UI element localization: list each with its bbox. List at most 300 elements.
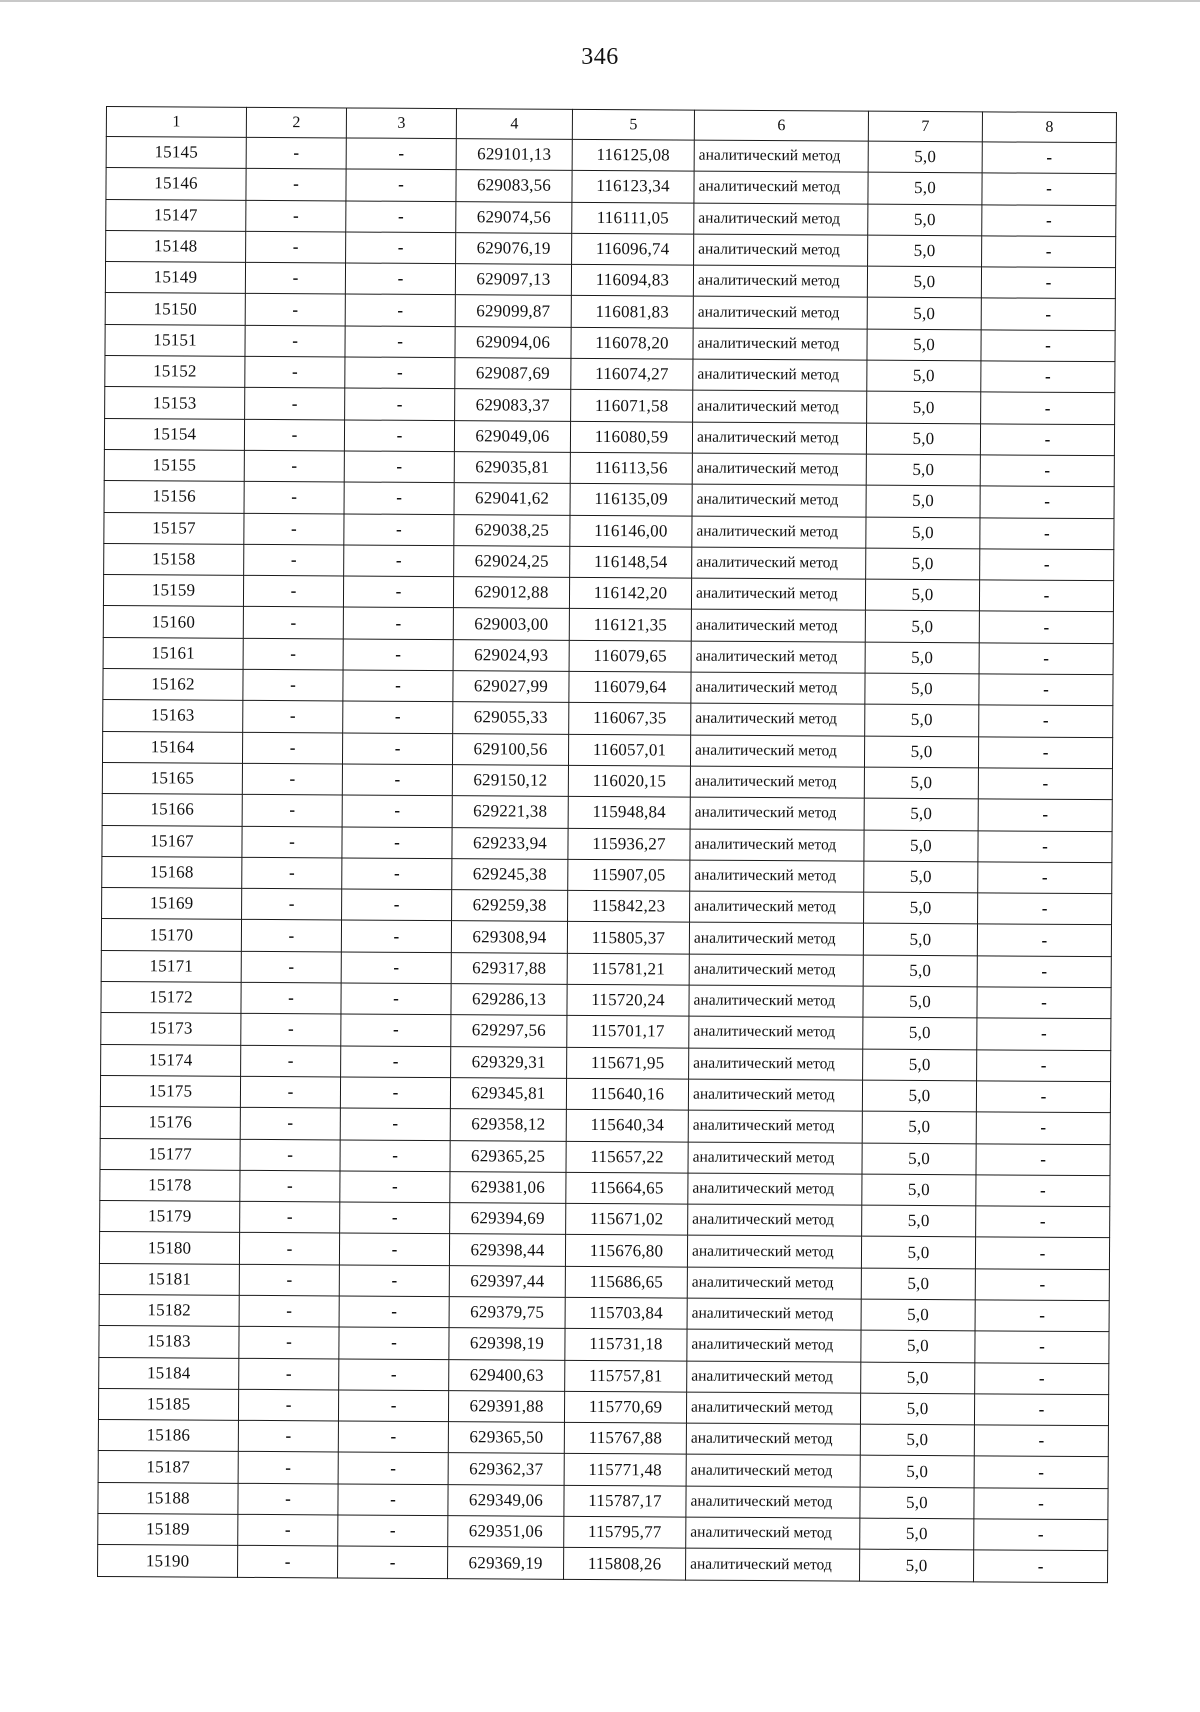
col-8-value-cell: - [980, 549, 1114, 581]
method-cell: аналитический метод [689, 985, 863, 1017]
point-number-cell: 15180 [99, 1232, 239, 1264]
point-number-cell: 15151 [105, 324, 245, 356]
col-3-value-cell: - [342, 858, 452, 890]
col-8-value-cell: - [978, 768, 1112, 800]
coord-y-cell: 115671,02 [566, 1203, 688, 1235]
method-cell: аналитический метод [688, 1110, 862, 1142]
col-3-value-cell: - [340, 1139, 450, 1171]
point-number-cell: 15156 [104, 481, 244, 513]
coord-y-cell: 115676,80 [565, 1235, 687, 1267]
coord-y-cell: 116123,34 [572, 171, 694, 203]
accuracy-cell: 5,0 [861, 1362, 975, 1394]
point-number-cell: 15150 [105, 293, 245, 325]
col-3-value-cell: - [343, 607, 453, 639]
coord-x-cell: 629286,13 [451, 984, 567, 1016]
coord-y-cell: 115671,95 [567, 1047, 689, 1079]
col-2-value-cell: - [238, 1483, 338, 1515]
point-number-cell: 15175 [100, 1075, 240, 1107]
point-number-cell: 15184 [99, 1357, 239, 1389]
coord-y-cell: 115771,48 [564, 1454, 686, 1486]
coord-y-cell: 115640,16 [566, 1078, 688, 1110]
col-8-value-cell: - [980, 424, 1114, 456]
col-3-value-cell: - [342, 889, 452, 921]
col-3-value-cell: - [342, 764, 452, 796]
method-cell: аналитический метод [687, 1329, 861, 1361]
col-8-value-cell: - [978, 862, 1112, 894]
coord-y-cell: 115703,84 [565, 1297, 687, 1329]
method-cell: аналитический метод [691, 610, 865, 642]
point-number-cell: 15176 [100, 1107, 240, 1139]
coord-y-cell: 116121,35 [569, 609, 691, 641]
accuracy-cell: 5,0 [864, 861, 978, 893]
col-2-value-cell: - [241, 982, 341, 1014]
coord-x-cell: 629100,56 [452, 733, 568, 765]
point-number-cell: 15153 [105, 387, 245, 419]
coord-x-cell: 629391,88 [448, 1390, 564, 1422]
col-8-value-cell: - [975, 1331, 1109, 1363]
col-3-value-cell: - [340, 1202, 450, 1234]
column-header-3: 3 [346, 108, 456, 139]
accuracy-cell: 5,0 [862, 1205, 976, 1237]
coord-x-cell: 629038,25 [454, 514, 570, 546]
col-2-value-cell: - [240, 1201, 340, 1233]
method-cell: аналитический метод [687, 1267, 861, 1299]
col-8-value-cell: - [978, 736, 1112, 768]
point-number-cell: 15157 [104, 512, 244, 544]
col-3-value-cell: - [338, 1515, 448, 1547]
method-cell: аналитический метод [687, 1361, 861, 1393]
coord-y-cell: 115787,17 [564, 1485, 686, 1517]
col-8-value-cell: - [982, 173, 1116, 205]
coord-x-cell: 629049,06 [454, 420, 570, 452]
col-2-value-cell: - [244, 419, 344, 451]
col-2-value-cell: - [242, 732, 342, 764]
accuracy-cell: 5,0 [865, 673, 979, 705]
col-3-value-cell: - [338, 1390, 448, 1422]
method-cell: аналитический метод [686, 1423, 860, 1455]
coord-x-cell: 629369,19 [448, 1547, 564, 1579]
method-cell: аналитический метод [690, 829, 864, 861]
accuracy-cell: 5,0 [863, 986, 977, 1018]
col-2-value-cell: - [245, 325, 345, 357]
coord-y-cell: 115757,81 [565, 1360, 687, 1392]
col-2-value-cell: - [243, 638, 343, 670]
point-number-cell: 15182 [99, 1294, 239, 1326]
point-number-cell: 15158 [104, 543, 244, 575]
accuracy-cell: 5,0 [868, 172, 982, 204]
col-8-value-cell: - [981, 267, 1115, 299]
coord-x-cell: 629076,19 [456, 233, 572, 265]
accuracy-cell: 5,0 [862, 1143, 976, 1175]
col-8-value-cell: - [980, 486, 1114, 518]
point-number-cell: 15173 [101, 1013, 241, 1045]
point-number-cell: 15168 [102, 856, 242, 888]
col-3-value-cell: - [340, 1171, 450, 1203]
coord-y-cell: 115657,22 [566, 1141, 688, 1173]
col-2-value-cell: - [241, 920, 341, 952]
point-number-cell: 15155 [104, 449, 244, 481]
method-cell: аналитический метод [690, 766, 864, 798]
method-cell: аналитический метод [688, 1079, 862, 1111]
column-header-4: 4 [456, 109, 572, 140]
col-3-value-cell: - [342, 733, 452, 765]
col-8-value-cell: - [979, 611, 1113, 643]
col-2-value-cell: - [240, 1076, 340, 1108]
coord-y-cell: 115842,23 [568, 890, 690, 922]
col-3-value-cell: - [345, 263, 455, 295]
coord-y-cell: 115795,77 [564, 1516, 686, 1548]
col-8-value-cell: - [981, 392, 1115, 424]
method-cell: аналитический метод [691, 641, 865, 673]
coord-x-cell: 629394,69 [450, 1203, 566, 1235]
coord-y-cell: 115805,37 [567, 922, 689, 954]
point-number-cell: 15189 [98, 1514, 238, 1546]
col-2-value-cell: - [243, 701, 343, 733]
coord-x-cell: 629345,81 [450, 1078, 566, 1110]
method-cell: аналитический метод [686, 1517, 860, 1549]
point-number-cell: 15171 [101, 950, 241, 982]
col-8-value-cell: - [977, 1049, 1111, 1081]
col-2-value-cell: - [238, 1546, 338, 1578]
col-2-value-cell: - [245, 388, 345, 420]
col-3-value-cell: - [341, 1046, 451, 1078]
coord-y-cell: 115686,65 [565, 1266, 687, 1298]
coord-y-cell: 116079,65 [569, 640, 691, 672]
coord-y-cell: 115701,17 [567, 1016, 689, 1048]
method-cell: аналитический метод [691, 672, 865, 704]
coord-x-cell: 629245,38 [452, 858, 568, 890]
method-cell: аналитический метод [694, 234, 868, 266]
col-3-value-cell: - [339, 1327, 449, 1359]
col-3-value-cell: - [346, 201, 456, 233]
col-8-value-cell: - [976, 1081, 1110, 1113]
coord-y-cell: 116074,27 [571, 358, 693, 390]
method-cell: аналитический метод [689, 954, 863, 986]
column-header-7: 7 [868, 111, 982, 142]
coord-x-cell: 629398,44 [449, 1234, 565, 1266]
col-3-value-cell: - [341, 983, 451, 1015]
coord-x-cell: 629365,50 [448, 1422, 564, 1454]
method-cell: аналитический метод [694, 140, 868, 172]
accuracy-cell: 5,0 [860, 1549, 974, 1581]
coord-x-cell: 629317,88 [451, 952, 567, 984]
point-number-cell: 15172 [101, 982, 241, 1014]
col-3-value-cell: - [340, 1077, 450, 1109]
col-2-value-cell: - [240, 1139, 340, 1171]
coord-y-cell: 116078,20 [571, 327, 693, 359]
coord-y-cell: 115907,05 [568, 859, 690, 891]
coord-y-cell: 115770,69 [564, 1391, 686, 1423]
coord-y-cell: 116113,56 [570, 452, 692, 484]
column-header-2: 2 [246, 107, 346, 138]
method-cell: аналитический метод [689, 1016, 863, 1048]
col-8-value-cell: - [978, 893, 1112, 925]
col-2-value-cell: - [246, 169, 346, 201]
point-number-cell: 15163 [103, 700, 243, 732]
col-8-value-cell: - [982, 236, 1116, 268]
coord-x-cell: 629024,25 [454, 545, 570, 577]
coord-x-cell: 629397,44 [449, 1265, 565, 1297]
coord-x-cell: 629379,75 [449, 1297, 565, 1329]
col-3-value-cell: - [341, 952, 451, 984]
method-cell: аналитический метод [692, 422, 866, 454]
accuracy-cell: 5,0 [860, 1456, 974, 1488]
coord-x-cell: 629083,37 [455, 389, 571, 421]
accuracy-cell: 5,0 [866, 454, 980, 486]
coord-y-cell: 116096,74 [572, 233, 694, 265]
point-number-cell: 15183 [99, 1326, 239, 1358]
accuracy-cell: 5,0 [860, 1393, 974, 1425]
coord-y-cell: 115767,88 [564, 1422, 686, 1454]
col-2-value-cell: - [241, 1014, 341, 1046]
point-number-cell: 15154 [104, 418, 244, 450]
accuracy-cell: 5,0 [866, 548, 980, 580]
col-2-value-cell: - [241, 1045, 341, 1077]
point-number-cell: 15145 [106, 137, 246, 169]
point-number-cell: 15179 [100, 1201, 240, 1233]
point-number-cell: 15174 [101, 1044, 241, 1076]
coord-y-cell: 116111,05 [572, 202, 694, 234]
col-3-value-cell: - [338, 1452, 448, 1484]
accuracy-cell: 5,0 [866, 485, 980, 517]
point-number-cell: 15146 [106, 168, 246, 200]
coord-y-cell: 115781,21 [567, 953, 689, 985]
accuracy-cell: 5,0 [861, 1330, 975, 1362]
col-3-value-cell: - [344, 514, 454, 546]
col-8-value-cell: - [976, 1143, 1110, 1175]
point-number-cell: 15185 [98, 1388, 238, 1420]
coord-x-cell: 629362,37 [448, 1453, 564, 1485]
point-number-cell: 15177 [100, 1138, 240, 1170]
method-cell: аналитический метод [686, 1548, 860, 1580]
point-number-cell: 15169 [102, 888, 242, 920]
accuracy-cell: 5,0 [863, 924, 977, 956]
col-2-value-cell: - [242, 826, 342, 858]
coord-y-cell: 116135,09 [570, 484, 692, 516]
col-2-value-cell: - [239, 1233, 339, 1265]
coord-x-cell: 629003,00 [453, 608, 569, 640]
col-2-value-cell: - [243, 607, 343, 639]
method-cell: аналитический метод [687, 1298, 861, 1330]
col-3-value-cell: - [338, 1484, 448, 1516]
point-number-cell: 15147 [106, 199, 246, 231]
coord-x-cell: 629041,62 [454, 483, 570, 515]
method-cell: аналитический метод [694, 203, 868, 235]
coord-y-cell: 116125,08 [572, 139, 694, 171]
method-cell: аналитический метод [688, 1173, 862, 1205]
accuracy-cell: 5,0 [866, 423, 980, 455]
col-8-value-cell: - [974, 1550, 1108, 1582]
point-number-cell: 15170 [101, 919, 241, 951]
col-3-value-cell: - [339, 1359, 449, 1391]
coord-y-cell: 116067,35 [569, 703, 691, 735]
col-2-value-cell: - [244, 544, 344, 576]
col-8-value-cell: - [978, 830, 1112, 862]
document-sheet [97, 106, 1116, 1583]
accuracy-cell: 5,0 [864, 830, 978, 862]
coord-y-cell: 115720,24 [567, 984, 689, 1016]
coord-x-cell: 629233,94 [452, 827, 568, 859]
accuracy-cell: 5,0 [864, 892, 978, 924]
method-cell: аналитический метод [692, 484, 866, 516]
col-2-value-cell: - [242, 763, 342, 795]
point-number-cell: 15186 [98, 1420, 238, 1452]
coord-x-cell: 629099,87 [455, 295, 571, 327]
coord-y-cell: 115936,27 [568, 828, 690, 860]
point-number-cell: 15187 [98, 1451, 238, 1483]
col-2-value-cell: - [243, 669, 343, 701]
col-3-value-cell: - [342, 795, 452, 827]
method-cell: аналитический метод [687, 1235, 861, 1267]
col-2-value-cell: - [240, 1170, 340, 1202]
col-3-value-cell: - [345, 294, 455, 326]
accuracy-cell: 5,0 [865, 642, 979, 674]
coord-y-cell: 115948,84 [568, 797, 690, 829]
col-2-value-cell: - [245, 356, 345, 388]
coord-x-cell: 629259,38 [452, 890, 568, 922]
coord-x-cell: 629094,06 [455, 326, 571, 358]
col-2-value-cell: - [239, 1327, 339, 1359]
col-3-value-cell: - [342, 826, 452, 858]
col-3-value-cell: - [346, 169, 456, 201]
method-cell: аналитический метод [686, 1486, 860, 1518]
accuracy-cell: 5,0 [860, 1487, 974, 1519]
coord-y-cell: 116071,58 [571, 390, 693, 422]
col-2-value-cell: - [245, 294, 345, 326]
method-cell: аналитический метод [693, 359, 867, 391]
coord-y-cell: 116079,64 [569, 671, 691, 703]
column-header-1: 1 [106, 107, 246, 138]
method-cell: аналитический метод [690, 735, 864, 767]
col-8-value-cell: - [979, 705, 1113, 737]
method-cell: аналитический метод [689, 1048, 863, 1080]
col-3-value-cell: - [339, 1233, 449, 1265]
coord-x-cell: 629027,99 [453, 671, 569, 703]
accuracy-cell: 5,0 [863, 1017, 977, 1049]
coord-x-cell: 629024,93 [453, 639, 569, 671]
coord-x-cell: 629012,88 [453, 577, 569, 609]
coord-y-cell: 116146,00 [570, 515, 692, 547]
col-8-value-cell: - [980, 517, 1114, 549]
col-2-value-cell: - [240, 1108, 340, 1140]
col-3-value-cell: - [344, 545, 454, 577]
col-2-value-cell: - [242, 857, 342, 889]
col-2-value-cell: - [242, 888, 342, 920]
coord-x-cell: 629297,56 [451, 1015, 567, 1047]
col-3-value-cell: - [343, 670, 453, 702]
method-cell: аналитический метод [690, 891, 864, 923]
coord-x-cell: 629087,69 [455, 358, 571, 390]
col-8-value-cell: - [979, 643, 1113, 675]
col-2-value-cell: - [242, 795, 342, 827]
col-2-value-cell: - [246, 231, 346, 263]
col-8-value-cell: - [982, 142, 1116, 174]
col-2-value-cell: - [244, 450, 344, 482]
col-3-value-cell: - [343, 701, 453, 733]
col-2-value-cell: - [238, 1452, 338, 1484]
col-3-value-cell: - [339, 1296, 449, 1328]
method-cell: аналитический метод [693, 328, 867, 360]
coord-y-cell: 115731,18 [565, 1329, 687, 1361]
col-2-value-cell: - [239, 1358, 339, 1390]
point-number-cell: 15181 [99, 1263, 239, 1295]
method-cell: аналитический метод [692, 547, 866, 579]
accuracy-cell: 5,0 [863, 955, 977, 987]
point-number-cell: 15160 [103, 606, 243, 638]
accuracy-cell: 5,0 [861, 1299, 975, 1331]
accuracy-cell: 5,0 [865, 704, 979, 736]
col-2-value-cell: - [246, 137, 346, 169]
col-3-value-cell: - [339, 1265, 449, 1297]
method-cell: аналитический метод [690, 860, 864, 892]
coord-x-cell: 629329,31 [451, 1046, 567, 1078]
coord-x-cell: 629074,56 [456, 201, 572, 233]
col-2-value-cell: - [238, 1514, 338, 1546]
coord-x-cell: 629400,63 [449, 1359, 565, 1391]
column-header-5: 5 [572, 109, 694, 140]
col-8-value-cell: - [976, 1112, 1110, 1144]
method-cell: аналитический метод [693, 390, 867, 422]
method-cell: аналитический метод [690, 797, 864, 829]
coord-x-cell: 629358,12 [450, 1109, 566, 1141]
point-number-cell: 15166 [102, 794, 242, 826]
method-cell: аналитический метод [691, 703, 865, 735]
point-number-cell: 15178 [100, 1169, 240, 1201]
method-cell: аналитический метод [693, 265, 867, 297]
method-cell: аналитический метод [692, 516, 866, 548]
col-8-value-cell: - [975, 1237, 1109, 1269]
col-3-value-cell: - [338, 1546, 448, 1578]
coord-y-cell: 115808,26 [564, 1548, 686, 1580]
col-8-value-cell: - [974, 1488, 1108, 1520]
col-8-value-cell: - [979, 580, 1113, 612]
coord-x-cell: 629349,06 [448, 1484, 564, 1516]
col-3-value-cell: - [341, 1014, 451, 1046]
col-8-value-cell: - [974, 1456, 1108, 1488]
accuracy-cell: 5,0 [864, 767, 978, 799]
point-number-cell: 15167 [102, 825, 242, 857]
method-cell: аналитический метод [693, 297, 867, 329]
point-number-cell: 15190 [98, 1545, 238, 1577]
col-3-value-cell: - [345, 357, 455, 389]
column-header-8: 8 [982, 112, 1116, 143]
coordinates-table [97, 106, 1117, 1583]
coord-x-cell: 629221,38 [452, 796, 568, 828]
coord-x-cell: 629083,56 [456, 170, 572, 202]
method-cell: аналитический метод [689, 923, 863, 955]
col-2-value-cell: - [245, 263, 345, 295]
coord-y-cell: 116080,59 [570, 421, 692, 453]
point-number-cell: 15188 [98, 1482, 238, 1514]
col-8-value-cell: - [975, 1269, 1109, 1301]
page-number: 346 [581, 44, 619, 70]
col-8-value-cell: - [976, 1206, 1110, 1238]
col-2-value-cell: - [243, 576, 343, 608]
col-8-value-cell: - [974, 1425, 1108, 1457]
col-8-value-cell: - [977, 1018, 1111, 1050]
accuracy-cell: 5,0 [868, 204, 982, 236]
col-8-value-cell: - [977, 987, 1111, 1019]
accuracy-cell: 5,0 [862, 1080, 976, 1112]
coord-y-cell: 116142,20 [569, 577, 691, 609]
accuracy-cell: 5,0 [860, 1424, 974, 1456]
point-number-cell: 15149 [105, 262, 245, 294]
col-8-value-cell: - [975, 1300, 1109, 1332]
table-body [98, 137, 1117, 1583]
col-3-value-cell: - [344, 420, 454, 452]
scan-top-edge [0, 0, 1200, 2]
accuracy-cell: 5,0 [865, 579, 979, 611]
